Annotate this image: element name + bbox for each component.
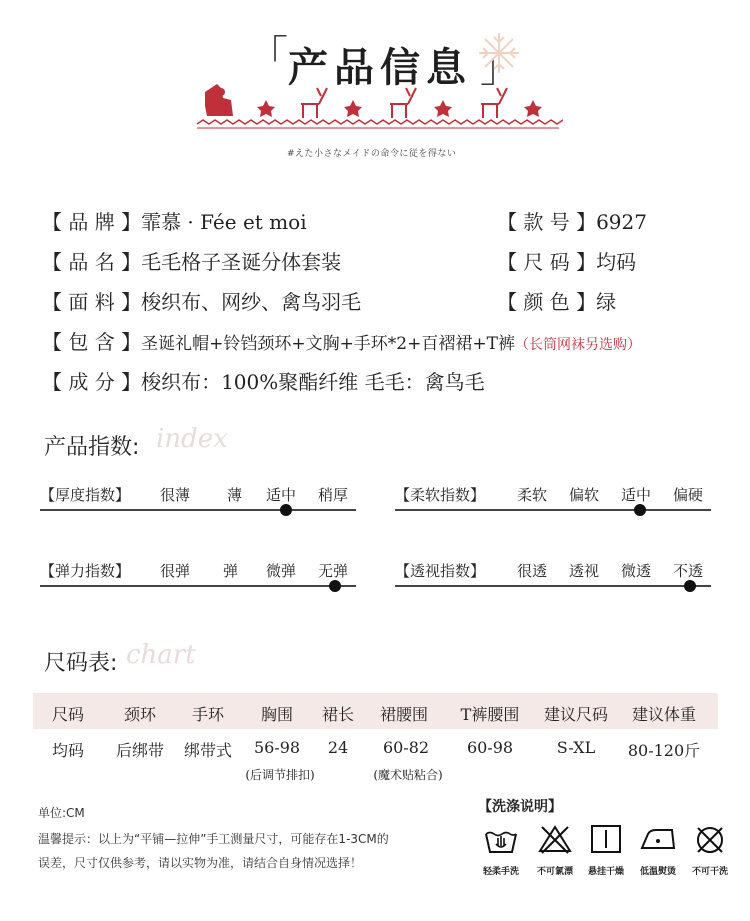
index-option: 薄: [227, 486, 243, 504]
table-note-skirt-waist: (魔术贴粘合): [373, 768, 443, 782]
table-header: T裤腰围: [460, 705, 520, 724]
index-thickness: [40, 484, 360, 524]
no-bleach-icon: [538, 824, 572, 854]
info-value: 毛毛格子圣诞分体套装: [141, 250, 342, 274]
hand-wash-icon: [484, 824, 518, 854]
index-track: [40, 509, 356, 511]
info-row-includes: [42, 326, 641, 355]
wash-label: 轻柔手洗: [482, 867, 520, 877]
index-track: [395, 509, 711, 511]
info-label: 【 品 牌 】: [42, 210, 142, 234]
index-option: 稍厚: [318, 486, 349, 504]
reindeer-icon: [301, 88, 507, 118]
info-note: （长筒网袜另选购）: [514, 337, 641, 353]
index-softness: [395, 484, 715, 524]
info-row-style-no: [497, 206, 647, 235]
low-iron-icon: [638, 826, 678, 852]
index-option: 偏硬: [673, 486, 704, 504]
index-option: 透视: [569, 562, 600, 580]
index-title: 【弹力指数】: [40, 562, 131, 580]
index-track: [40, 585, 356, 587]
index-option: 偏软: [569, 486, 600, 504]
info-row-composition: [42, 366, 485, 395]
index-option: 适中: [266, 486, 297, 504]
table-cell: 80-120斤: [627, 741, 701, 760]
index-marker: [684, 580, 696, 592]
table-header: 建议尺码: [543, 705, 609, 724]
table-header: 尺码: [51, 705, 85, 724]
title-bracket-close: 」: [480, 45, 520, 91]
info-label: 【 品 名 】: [42, 250, 142, 274]
index-option: 很透: [517, 562, 548, 580]
size-section-deco: chart: [126, 640, 196, 670]
info-label: 【 款 号 】: [497, 210, 597, 234]
hang-dry-icon: [590, 824, 622, 854]
info-value: 圣诞礼帽+铃铛颈环+文胸+手环*2+百褶裙+T裤: [141, 334, 515, 354]
wash-label: 不可氯漂: [536, 867, 574, 877]
size-section-title: 尺码表:: [44, 651, 118, 676]
wash-icons: [470, 820, 740, 880]
wash-label: 悬挂干燥: [587, 867, 625, 877]
tagline: #えた小さなメイドの命令に従を得ない: [287, 149, 457, 159]
snowflake-icon: [476, 30, 522, 76]
info-row-brand: [42, 206, 307, 235]
index-option: 弹: [223, 562, 239, 580]
unit-label: 单位:CM: [38, 806, 85, 820]
index-section-title: 产品指数:: [44, 435, 140, 460]
index-title: 【透视指数】: [395, 562, 486, 580]
table-header: 裙长: [321, 705, 355, 724]
info-row-size: [497, 246, 636, 275]
index-option: 微透: [621, 562, 652, 580]
table-header: 裙腰围: [379, 705, 429, 724]
info-row-name: [42, 246, 341, 275]
table-note-bust: (后调节排扣): [245, 768, 315, 782]
table-cell: S-XL: [556, 738, 596, 757]
index-marker: [634, 504, 646, 516]
info-value: 绿: [596, 290, 617, 314]
info-label: 【 包 含 】: [42, 330, 142, 354]
table-cell: 24: [327, 738, 349, 757]
table-cell: 后绑带: [115, 741, 165, 760]
santa-sleigh-icon: [205, 84, 233, 116]
wash-title: 【洗涤说明】: [478, 799, 562, 815]
index-option: 适中: [621, 486, 652, 504]
index-track: [395, 585, 711, 587]
table-cell: 均码: [51, 741, 85, 760]
index-transparency: [395, 560, 715, 600]
index-section-deco: index: [156, 424, 228, 454]
table-cell: 60-98: [466, 738, 514, 757]
info-row-fabric: [42, 286, 361, 315]
tip-line-2: 误差，尺寸仅供参考，请以实物为准，请结合自身情况选择！: [38, 856, 363, 870]
info-value: 均码: [596, 250, 637, 274]
table-cell: 56-98: [253, 738, 301, 757]
index-option: 很薄: [160, 486, 191, 504]
table-header: 建议体重: [631, 705, 697, 724]
info-value: 霏慕 · Fée et moi: [141, 210, 307, 234]
index-option: 无弹: [318, 562, 349, 580]
info-value: 梭织布、网纱、禽鸟羽毛: [141, 290, 362, 314]
index-elasticity: [40, 560, 360, 600]
tip-line-1: 温馨提示：以上为“平铺—拉伸”手工测量尺寸，可能存在1-3CM的: [38, 832, 389, 846]
info-row-color: [497, 286, 616, 315]
info-label: 【 尺 码 】: [497, 250, 597, 274]
info-label: 【 成 分 】: [42, 370, 142, 394]
index-option: 柔软: [517, 486, 548, 504]
index-marker: [329, 580, 341, 592]
header: [0, 0, 750, 165]
table-cell: 60-82: [382, 738, 430, 757]
index-title: 【厚度指数】: [40, 486, 131, 504]
info-value: 6927: [596, 210, 647, 234]
title-bracket-open: 「: [248, 33, 288, 79]
info-label: 【 颜 色 】: [497, 290, 597, 314]
wash-label: 低温熨烫: [639, 867, 677, 877]
table-header: 颈环: [123, 705, 157, 724]
index-title: 【柔软指数】: [395, 486, 486, 504]
no-dry-clean-icon: [694, 824, 726, 856]
page-title: 产品信息: [288, 45, 472, 91]
index-option: 很弹: [160, 562, 191, 580]
table-header: 胸围: [260, 705, 294, 724]
info-label: 【 面 料 】: [42, 290, 142, 314]
index-option: 微弹: [266, 562, 297, 580]
wash-label: 不可干洗: [691, 867, 729, 877]
size-table-header-band: [33, 693, 718, 729]
index-option: 不透: [673, 562, 704, 580]
index-marker: [280, 504, 292, 516]
table-cell: 绑带式: [183, 741, 233, 760]
info-value: 梭织布：100%聚酯纤维 毛毛：禽鸟毛: [141, 370, 485, 394]
christmas-decoration: [193, 80, 563, 135]
table-header: 手环: [191, 705, 225, 724]
